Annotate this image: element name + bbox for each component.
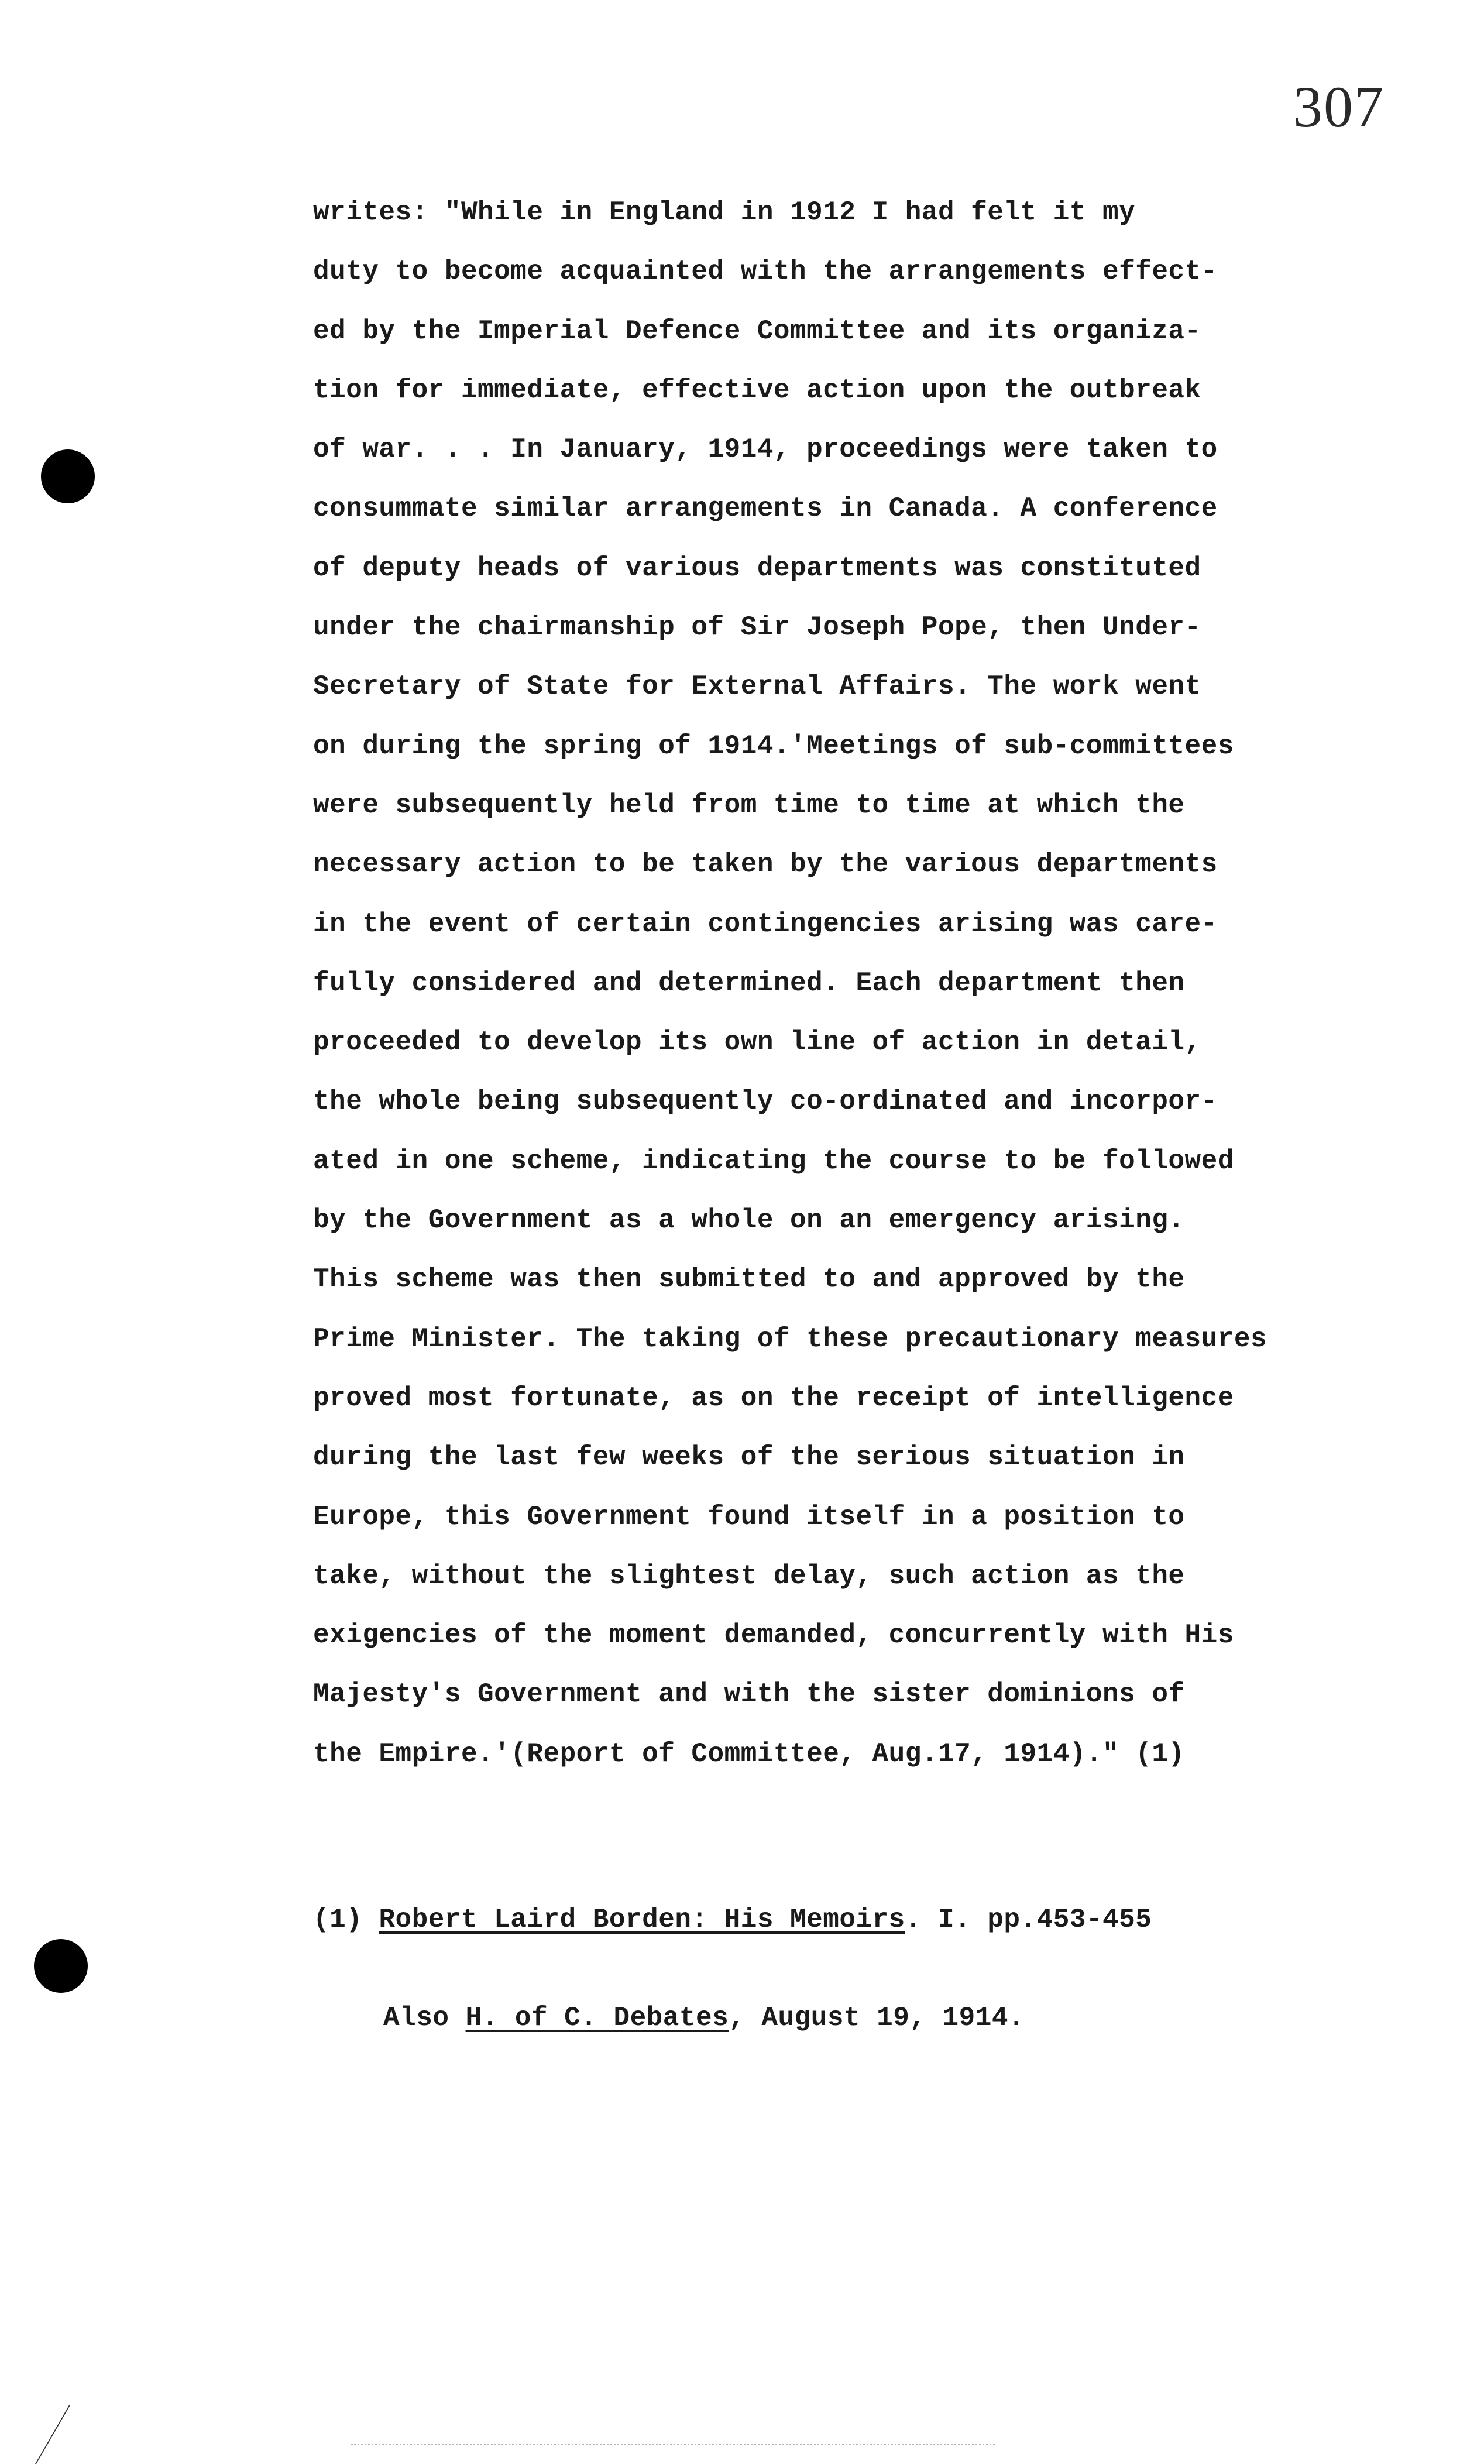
footnote-marker: (1) [313, 1904, 363, 1935]
body-line: during the last few weeks of the serious situation in [313, 1442, 1185, 1473]
body-line: necessary action to be taken by the various departments [313, 849, 1218, 880]
footnote-line-1 [313, 1903, 1425, 1936]
body-line: Majesty's Government and with the sister dominions of [313, 1679, 1185, 1710]
body-text [313, 183, 1425, 1784]
footnote-line-2 [313, 2002, 1425, 2034]
footnote-book-title: Robert Laird Borden: His Memoirs [379, 1904, 905, 1935]
body-line: fully considered and determined. Each department then [313, 967, 1185, 998]
body-line: on during the spring of 1914.'Meetings of sub-committees [313, 730, 1234, 761]
body-line: tion for immediate, effective action upon the outbreak [313, 375, 1201, 406]
body-line: This scheme was then submitted to and approved by the [313, 1264, 1185, 1295]
punch-hole-bottom [34, 1939, 88, 1993]
body-line: were subsequently held from time to time at which the [313, 790, 1185, 821]
body-line: the whole being subsequently co-ordinated and incorpor- [313, 1086, 1218, 1117]
body-line: proved most fortunate, as on the receipt of intelligence [313, 1382, 1234, 1413]
footnote [313, 1838, 1425, 2067]
body-line: consummate similar arrangements in Canada. A conference [313, 493, 1218, 524]
footnote-also: Also [383, 2003, 466, 2033]
body-line: exigencies of the moment demanded, concurrently with His [313, 1620, 1234, 1651]
body-line: by the Government as a whole on an emergency arising. [313, 1205, 1185, 1236]
page-number: 307 [1293, 74, 1385, 139]
punch-hole-top [41, 449, 95, 503]
body-line: proceeded to develop its own line of action in detail, [313, 1027, 1201, 1058]
body-line: Europe, this Government found itself in a position to [313, 1501, 1185, 1532]
footnote-book-ref: . I. pp.453-455 [905, 1904, 1152, 1935]
footnote-debates-title: H. of C. Debates [465, 2003, 729, 2033]
body-line: under the chairmanship of Sir Joseph Pope, then Under- [313, 612, 1201, 643]
body-line: of war. . . In January, 1914, proceedings were taken to [313, 434, 1218, 465]
footnote-debates-ref: , August 19, 1914. [729, 2003, 1025, 2033]
body-line: Prime Minister. The taking of these precautionary measures [313, 1323, 1267, 1354]
corner-mark [0, 2405, 70, 2464]
scan-edge-dots [351, 2444, 995, 2445]
body-line: in the event of certain contingencies arising was care- [313, 908, 1218, 939]
body-line: the Empire.'(Report of Committee, Aug.17, 1914)." (1) [313, 1738, 1185, 1769]
body-line: Secretary of State for External Affairs. The work went [313, 671, 1201, 702]
body-line: writes: "While in England in 1912 I had felt it my [313, 197, 1136, 228]
body-line: duty to become acquainted with the arrangements effect- [313, 256, 1218, 287]
body-line: take, without the slightest delay, such action as the [313, 1560, 1185, 1591]
body-line: of deputy heads of various departments was constituted [313, 552, 1201, 584]
body-line: ated in one scheme, indicating the course to be followed [313, 1145, 1234, 1176]
body-line: ed by the Imperial Defence Committee and its organiza- [313, 315, 1201, 346]
